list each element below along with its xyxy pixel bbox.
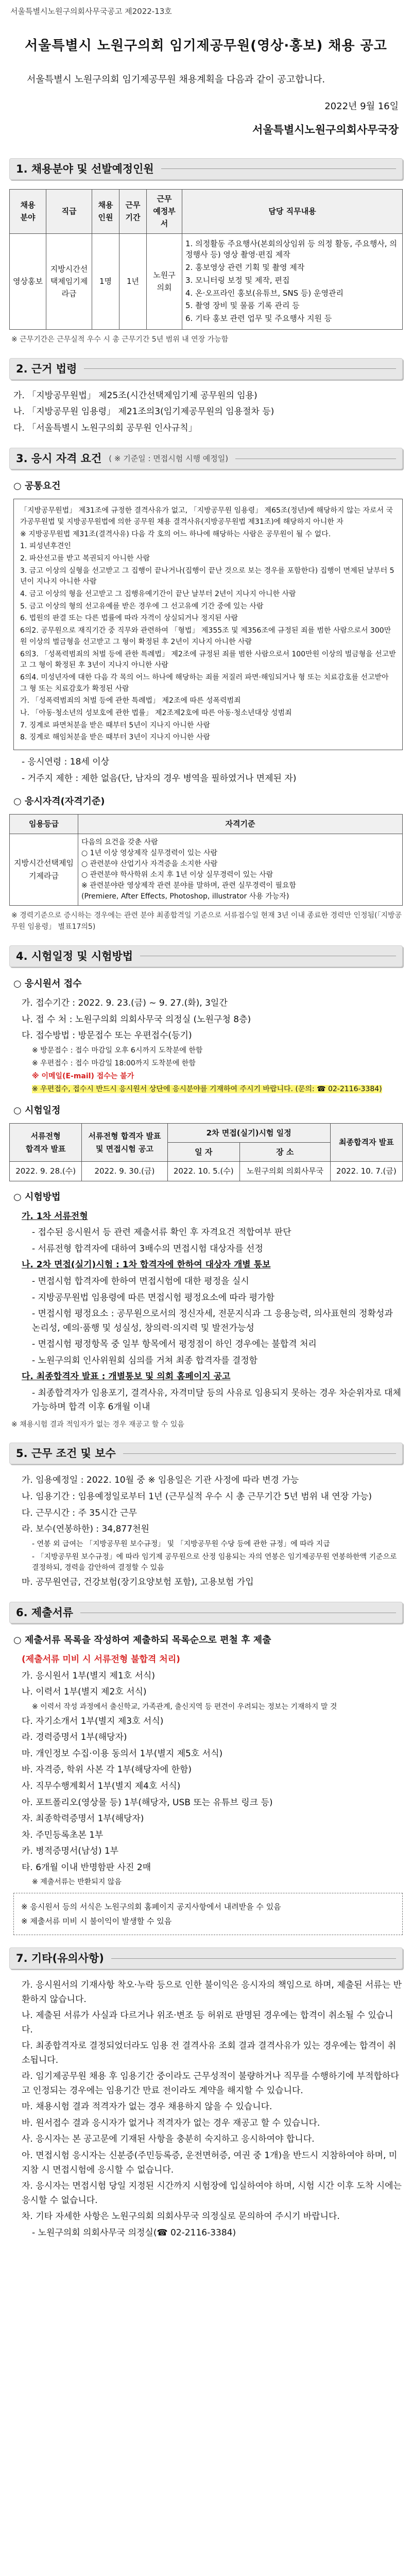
notice-item: 가. 응시원서의 기재사항 착오·누락 등으로 인한 불이익은 응시자의 책임으로 하며, 제출된 서류는 반환하지 않습니다.	[22, 1980, 402, 2005]
section-1-title: 1. 채용분야 및 선발예정인원	[16, 162, 154, 175]
issuer-name: 서울특별시노원구의회사무국장	[252, 123, 399, 136]
section-7-title: 7. 기타(유의사항)	[16, 1952, 104, 1965]
step-item: - 노원구의회 인사위원회 심의를 거쳐 최종 합격자를 결정함	[32, 1355, 258, 1366]
condition-item: 가. 임용예정일 : 2022. 10월 중 ※ 임용일은 기관 사정에 따라 변경 가능	[22, 1475, 299, 1486]
box-line: 2. 파산선고를 받고 복권되지 아니한 사람	[20, 554, 150, 563]
step-item: - 최종합격자가 임용포기, 결격사유, 자격미달 등의 사유로 임용되지 못하는 경우 차순위자로 대체 가능하며 합격 이후 6개월 이내	[32, 1387, 401, 1413]
section-1-header	[9, 158, 403, 180]
duty-item: 4. 온·오프라인 홍보(유튜브, SNS 등) 운영관리	[185, 288, 344, 298]
notice-item: 자. 응시자는 면접시험 당일 지정된 시간까지 시험장에 입실하여야 하며, 시험 시간 이후 도착 시에는 응시할 수 없습니다.	[22, 2181, 402, 2206]
document-item: 사. 직무수행계획서 1부(별지 제4호 서식)	[22, 1781, 181, 1791]
notice-item: 아. 면접시험 응시자는 신분증(주민등록증, 운전면허증, 여권 중 1개)을 반드시 지참하여야 하며, 미지참 시 면접시험에 응시할 수 없습니다.	[22, 2150, 398, 2175]
cell-count: 1명	[92, 233, 119, 329]
notice-item: 나. 제출된 서류가 사실과 다르거나 위조·변조 등 허위로 판명된 경우에는 합격이 취소될 수 있습니다.	[22, 2010, 393, 2035]
closing-line: ※ 응시원서 등의 서식은 노원구의회 홈페이지 공지사항에서 내려받을 수 있음	[21, 1902, 281, 1912]
residence-requirement: - 거주지 제한 : 제한 없음(단, 남자의 경우 병역을 필하였거나 면제된 자)	[22, 773, 297, 784]
step-item: - 지방공무원법 임용령에 따른 면접시험 평정요소에 따라 평가함	[32, 1292, 274, 1303]
closing-line: ※ 제출서류 미비 시 불이익이 발생할 수 있음	[21, 1917, 172, 1926]
qualification-line: 다음의 요건을 갖춘 사람	[81, 838, 158, 846]
duty-item: 3. 모니터링 보정 및 제작, 편집	[185, 275, 290, 285]
cell-doc-result: 2022. 9. 28.(수)	[10, 1162, 82, 1181]
schedule-table	[9, 1123, 403, 1181]
box-line: 6의4. 미성년자에 대한 다음 각 목의 어느 하나에 해당하는 죄를 저질러 파면·해임되거나 형 또는 치료감호를 선고받아 그 형 또는 치료감호가 확정된 사람	[20, 673, 389, 693]
document-item: 자. 최종학력증명서 1부(해당자)	[22, 1814, 144, 1824]
section-3-subtitle: ( ※ 기준일 : 면접시험 시행 예정일)	[109, 453, 229, 463]
cell-final-result: 2022. 10. 7.(금)	[330, 1162, 402, 1181]
header-divider	[111, 1958, 396, 1959]
col-interview-schedule: 2차 면접(실기)시험 일정	[167, 1123, 330, 1142]
cell-grade-level: 지방시간선택제임기제라급	[10, 834, 78, 905]
section-5-header	[9, 1443, 403, 1464]
condition-item: 다. 근무시간 : 주 35시간 근무	[22, 1507, 138, 1518]
section-7-header	[9, 1947, 403, 1969]
box-line: 가. 「성폭력범죄의 처벌 등에 관한 특례법」 제2조에 따른 성폭력범죄	[20, 697, 241, 705]
cell-qualification	[78, 834, 403, 905]
cell-grade: 지방시간선택제임기제라급	[46, 233, 92, 329]
qualification-line: ○ 관련분야 산업기사 자격증을 소지한 사람	[81, 859, 218, 868]
document-item: 다. 자기소개서 1부(별지 제3호 서식)	[22, 1716, 164, 1726]
box-line: 4. 금고 이상의 형을 선고받고 그 집행유예기간이 끝난 날부터 2년이 지나지 아니한 사람	[20, 590, 296, 599]
condition-item: - 「지방공무원 보수규정」에 따라 임기제 공무원으로 산정 임용되는 자의 연봉은 임기제공무원 연봉하한액 기준으로 결정하되, 경력을 감안하여 결정할 수 있음	[32, 1552, 397, 1572]
document-item: ※ 제출서류는 반환되지 않음	[32, 1878, 122, 1887]
section-2-header	[9, 358, 403, 380]
application-method: 다. 접수방법 : 방문접수 또는 우편접수(등기)	[22, 1030, 192, 1041]
documents-closing-box	[13, 1893, 403, 1935]
email-note: ※ 이메일(E-mail) 접수는 불가	[32, 1072, 134, 1080]
contact-line: - 노원구의회 의회사무국 의정실(☎ 02-2116-3384)	[32, 2227, 236, 2238]
box-line: 7. 징계로 파면처분을 받은 때부터 5년이 지나지 아니한 사람	[20, 721, 210, 730]
recruitment-table	[9, 189, 403, 330]
notice-item: 라. 임기제공무원 채용 후 임용기간 중이라도 근무성적이 불량하거나 직무를 수행하기에 부적합하다고 인정되는 경우에는 임용기간 만료 전이라도 계약을 해지할 수 있습니다.	[22, 2071, 399, 2096]
cell-dept: 노원구의회	[147, 233, 182, 329]
section-4-closing: ※ 채용시험 결과 적임자가 없는 경우 재공고 할 수 있음	[11, 1420, 184, 1429]
notice-item: 사. 응시자는 본 공고문에 기재된 사항을 충분히 숙지하고 응시하여야 합니다.	[22, 2134, 315, 2145]
document-item: 바. 자격증, 학위 사본 각 1부(해당자에 한함)	[22, 1765, 192, 1775]
documents-intro: ○ 제출서류 목록을 작성하여 제출하되 목록순으로 편철 후 제출	[13, 1635, 271, 1646]
page-title: 서울특별시 노원구의회 임기제공무원(영상·홍보) 채용 공고	[25, 38, 387, 54]
cell-interview-place: 노원구의회 의회사무국	[239, 1162, 330, 1181]
law-item: 다. 「서울특별시 노원구의회 공무원 인사규칙」	[13, 422, 197, 433]
qualification-heading: ○ 응시자격(자격기준)	[13, 796, 105, 807]
document-item: ※ 이력서 작성 과정에서 출신학교, 가족관계, 출신지역 등 편견이 우려되는 정보는 기재하지 말 것	[32, 1702, 337, 1711]
col-final-result: 최종합격자 발표	[330, 1123, 402, 1162]
notice-item: 마. 채용시험 결과 적격자가 없는 경우 채용하지 않을 수 있습니다.	[22, 2102, 272, 2112]
step-item: 다. 최종합격자 발표 : 개별통보 및 의회 홈페이지 공고	[22, 1371, 231, 1382]
highlight-note-wrap	[32, 1084, 403, 1095]
col-interview-place: 장 소	[239, 1143, 330, 1162]
qualification-note: ※ 경력기준으로 증시하는 경우에는 관련 분야 최종합격일 기준으로 서류접수일 현재 3년 이내 종료한 경력만 인정됨(「지방공무원 임용령」 별표17의5)	[11, 911, 402, 931]
box-line: 6. 법원의 판결 또는 다른 법률에 따라 자격이 상실되거나 정지된 사람	[20, 614, 238, 623]
header-divider	[161, 168, 396, 169]
method-heading: ○ 시험방법	[13, 1191, 61, 1202]
cell-duties	[182, 233, 403, 329]
documents-warning: (제출서류 미비 시 서류전형 불합격 처리)	[22, 1654, 180, 1665]
document-item: 라. 경력증명서 1부(해당자)	[22, 1732, 127, 1743]
document-item: 나. 이력서 1부(별지 제2호 서식)	[22, 1687, 147, 1698]
step-item: - 면접시험 평정항목 중 일부 항목에서 평정점이 하인 경우에는 불합격 처리	[32, 1339, 317, 1350]
schedule-heading: ○ 시험일정	[13, 1105, 61, 1116]
step-item: 가. 1차 서류전형	[22, 1211, 88, 1222]
step-item: - 접수된 응시원서 등 관련 제출서류 확인 후 자격요건 적합여부 판단	[32, 1227, 291, 1238]
cell-interview-notice: 2022. 9. 30.(금)	[82, 1162, 167, 1181]
document-number: 서울특별시노원구의회사무국공고 제2022-13호	[10, 7, 172, 16]
condition-item: 라. 보수(연봉하한) : 34,877천원	[22, 1524, 149, 1535]
method-note: ※ 우편접수 : 접수 마감일 18:00까지 도착분에 한함	[32, 1059, 196, 1067]
step-item: 나. 2차 면접(실기)시험 : 1차 합격자에 한하여 대상자 개별 통보	[22, 1260, 271, 1270]
col-doc-result: 서류전형 합격자 발표	[10, 1123, 82, 1162]
table-row	[10, 233, 403, 329]
highlight-note: ※ 우편접수, 접수시 반드시 응시원서 상단에 응시분야를 기재하여 주시기 바랍니다. (문의: ☎ 02-2116-3384)	[32, 1084, 382, 1093]
step-item: - 서류전형 합격자에 대하여 3배수의 면접시험 대상자를 선정	[32, 1243, 263, 1254]
condition-item: - 연봉 외 급여는 「지방공무원 보수규정」 및 「지방공무원 수당 등에 관한 규정」에 따라 지급	[32, 1539, 330, 1548]
box-line: 6의2. 공무원으로 재직기간 중 직무와 관련하여 「형법」 제355조 및 제356조에 규정된 죄를 범한 사람으로서 300만원 이상의 벌금형을 선고받고 그 형이 확정된 후 2년이 지나지 아니한 사람	[20, 626, 391, 646]
qualification-line: (Premiere, After Effects, Photoshop, illustrator 사용 가능자)	[81, 892, 289, 901]
table-header-row	[10, 189, 403, 233]
box-line: 나. 「아동·청소년의 성보호에 관한 법률」 제2조제2호에 따른 아동·청소년대상 성범죄	[20, 708, 292, 717]
announcement-date: 2022년 9월 16일	[324, 100, 399, 112]
section-5-title: 5. 근무 조건 및 보수	[16, 1447, 116, 1460]
col-interview-date: 일 자	[167, 1143, 239, 1162]
qualification-line: ※ 관련분야란 영상제작 관련 분야를 말하며, 관련 실무경력이 필요함	[81, 881, 296, 890]
box-line: 「지방공무원법」 제31조에 규정한 결격사유가 없고, 「지방공무원 임용령」 제65조(정년)에 해당하지 않는 자로서 국가공무원법 및 지방공무원법에 의한 공무원 채용 결격사유(지방공무원법 제31조)에 해당하지 아니한 자	[20, 506, 393, 526]
header-divider	[123, 1453, 396, 1454]
application-period: 가. 접수기간 : 2022. 9. 23.(금) ~ 9. 27.(화), 3일간	[22, 998, 228, 1009]
section-2-title: 2. 근거 법령	[16, 362, 77, 375]
cell-interview-date: 2022. 10. 5.(수)	[167, 1162, 239, 1181]
section-6-header	[9, 1602, 403, 1623]
qualification-table	[9, 814, 403, 905]
section-4-header	[9, 945, 403, 967]
col-duties: 담당 직무내용	[182, 189, 403, 233]
section-1-note: ※ 근무기간은 근무실적 우수 시 총 근무기간 5년 범위 내 연장 가능함	[11, 335, 229, 344]
col-count: 채용 인원	[92, 189, 119, 233]
disqualification-box	[13, 499, 403, 750]
col-field: 채용 분야	[10, 189, 46, 233]
col-dept: 근무 예정부서	[147, 189, 182, 233]
duty-item: 6. 기타 홍보 관련 업무 및 주요행사 지원 등	[185, 314, 332, 324]
table-header-row	[10, 815, 403, 834]
col-grade-level: 임용등급	[10, 815, 78, 834]
qualification-line: ○ 관련분야 학사학위 소지 후 1년 이상 실무경력이 있는 사람	[81, 870, 273, 879]
box-line: 3. 금고 이상의 실형을 선고받고 그 집행이 끝나거나(집행이 끝난 것으로 보는 경우를 포함한다) 집행이 면제된 날부터 5년이 지나지 아니한 사람	[20, 566, 394, 586]
cell-period: 1년	[119, 233, 147, 329]
duty-item: 1. 의정활동 주요행사(본회의상임위 등 의정 활동, 주요행사, 의정행사 등) 영상 촬영·편집 제작	[185, 239, 397, 260]
section-4-title: 4. 시험일정 및 시험방법	[16, 950, 133, 962]
step-item: - 면접시험 평정요소 : 공무원으로서의 정신자세, 전문지식과 그 응용능력, 의사표현의 정확성과 논리성, 예의·품행 및 성실성, 창의력·의지력 및 발전가능성	[32, 1309, 393, 1333]
intro-text: 서울특별시 노원구의회 임기제공무원 채용계획을 다음과 같이 공고합니다.	[27, 74, 325, 86]
document-item: 카. 병적증명서(남성) 1부	[22, 1846, 119, 1857]
law-item: 나. 「지방공무원 임용령」 제21조의3(임기제공무원의 임용절차 등)	[13, 406, 274, 417]
box-line: 1. 피성년후견인	[20, 542, 71, 551]
step-item: - 면접시험 합격자에 한하여 면접시험에 대한 평정을 실시	[32, 1276, 249, 1286]
duty-item: 2. 홍보영상 관련 기획 및 촬영 제작	[185, 263, 305, 273]
box-line: 6의3. 「성폭력범죄의 처벌 등에 관한 특례법」 제2조에 규정된 죄를 범한 사람으로서 100만원 이상의 벌금형을 선고받고 그 형이 확정된 후 3년이 지나지 아니한 사람	[20, 650, 396, 670]
notice-item: 다. 최종합격자로 결정되었더라도 임용 전 결격사유 조회 결과 결격사유가 있는 경우에는 합격이 취소됩니다.	[22, 2041, 397, 2065]
condition-item: 마. 공무원연금, 건강보험(장기요양보험 포함), 고용보험 가입	[22, 1577, 254, 1587]
condition-item: 나. 임용기간 : 임용예정일로부터 1년 (근무실적 우수 시 총 근무기간 5년 범위 내 연장 가능)	[22, 1491, 372, 1502]
col-period: 근무 기간	[119, 189, 147, 233]
document-item: 타. 6개월 이내 반명함판 사진 2매	[22, 1862, 151, 1873]
section-3-title: 3. 응시 자격 요건	[16, 452, 102, 465]
document-item: 가. 응시원서 1부(별지 제1호 서식)	[22, 1670, 155, 1681]
document-item: 차. 주민등록초본 1부	[22, 1829, 104, 1840]
document-item: 아. 포트폴리오(영상물 등) 1부(해당자, USB 또는 유튜브 링크 등)	[22, 1797, 273, 1808]
box-line: 5. 금고 이상의 형의 선고유예를 받은 경우에 그 선고유예 기간 중에 있는 사람	[20, 602, 264, 611]
age-requirement: - 응시연령 : 18세 이상	[22, 757, 110, 768]
table-header-row	[10, 1123, 403, 1142]
cell-field: 영상홍보	[10, 233, 46, 329]
duty-item: 5. 촬영 장비 및 물품 기록 관리 등	[185, 301, 300, 311]
table-row	[10, 834, 403, 905]
col-qualification: 자격기준	[78, 815, 403, 834]
method-note: ※ 방문접수 : 접수 마감일 오후 6시까지 도착분에 한함	[32, 1046, 203, 1055]
application-heading: ○ 응시원서 접수	[13, 978, 82, 989]
box-line: ※ 지방공무원법 제31조(결격사유) 다음 각 호의 어느 하나에 해당하는 사람은 공무원이 될 수 없다.	[20, 530, 331, 538]
section-6-title: 6. 제출서류	[16, 1606, 74, 1619]
box-line: 8. 징계로 해임처분을 받은 때부터 3년이 지나지 아니한 사람	[20, 733, 210, 742]
document-item: 마. 개인정보 수집·이용 동의서 1부(별지 제5호 서식)	[22, 1748, 223, 1759]
header-divider	[84, 368, 396, 369]
col-grade: 직급	[46, 189, 92, 233]
common-requirements-heading: ○ 공통요건	[13, 481, 61, 492]
qualification-line: ○ 1년 이상 영상제작 실무경력이 있는 사람	[81, 849, 218, 857]
section-3-header	[9, 448, 403, 469]
table-row	[10, 1162, 403, 1181]
notice-item: 차. 기타 자세한 사항은 노원구의회 의회사무국 의정실로 문의하여 주시기 바랍니다.	[22, 2211, 340, 2222]
col-interview-notice: 서류전형 합격자 발표 및 면접시험 공고	[82, 1123, 167, 1162]
application-place: 나. 접 수 처 : 노원구의회 의회사무국 의정실 (노원구청 8층)	[22, 1014, 251, 1025]
notice-item: 바. 원서접수 결과 응시자가 없거나 적격자가 없는 경우 재공고 할 수 있습니다.	[22, 2117, 320, 2128]
law-item: 가. 「지방공무원법」 제25조(시간선택제임기제 공무원의 임용)	[13, 390, 258, 401]
